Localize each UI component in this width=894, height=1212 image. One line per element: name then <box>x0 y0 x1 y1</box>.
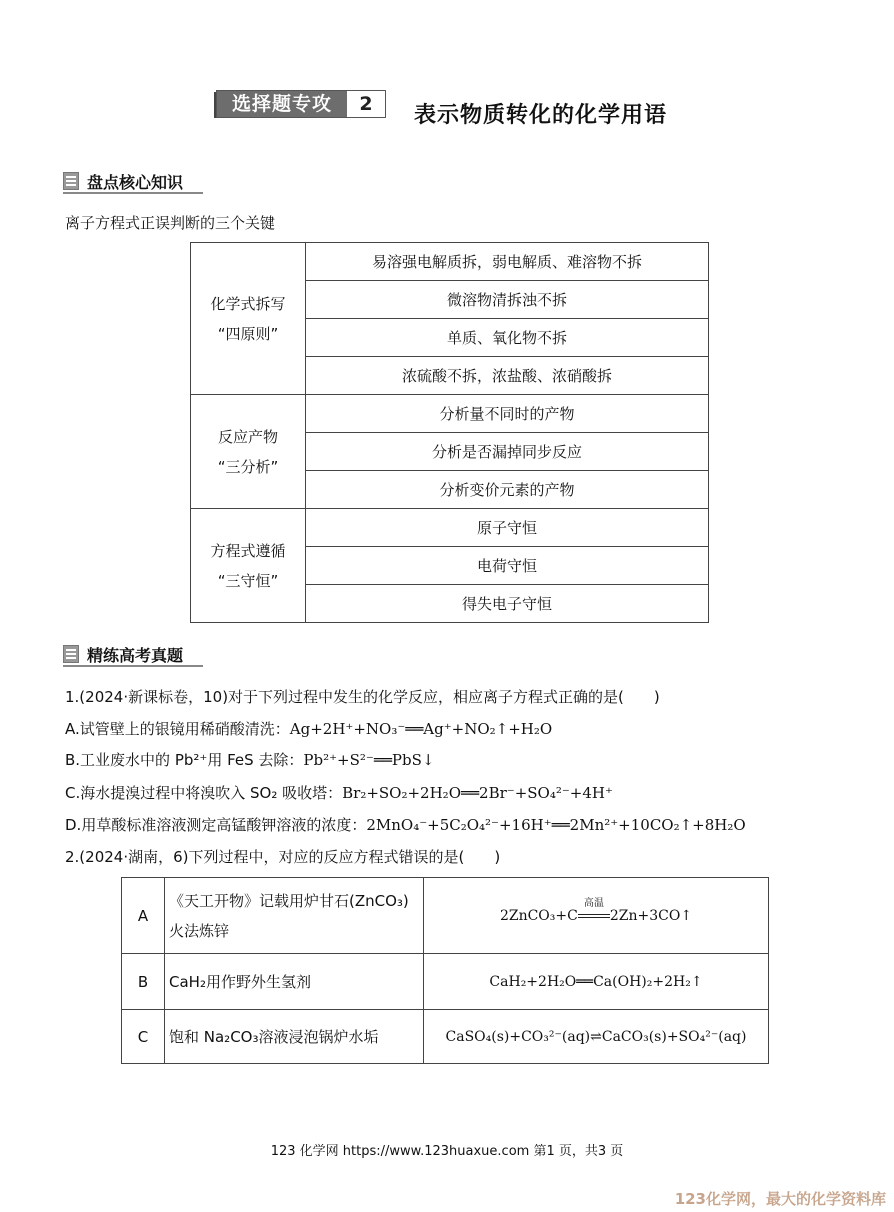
category-sub-label: “三分析” <box>217 457 279 476</box>
section-header-exam <box>63 641 203 667</box>
rule-cell: 电荷守恒 <box>306 547 709 585</box>
reaction-condition-arrow <box>578 897 610 924</box>
option-equation: Br₂+SO₂+2H₂O══2Br⁻+SO₄²⁻+4H⁺ <box>342 784 613 802</box>
option-equation: CaSO₄(s)+CO₃²⁻(aq)⇌CaCO₃(s)+SO₄²⁻(aq) <box>424 1010 769 1064</box>
category-cell <box>191 243 306 395</box>
rule-cell: 分析变价元素的产物 <box>306 471 709 509</box>
section-underline <box>63 192 203 194</box>
section-title: 盘点核心知识 <box>87 172 184 192</box>
equation-left: 2ZnCO₃+C <box>499 907 578 924</box>
option-text: C.海水提溴过程中将溴吹入 SO₂ 吸收塔： <box>65 784 343 802</box>
category-label: 方程式遵循 <box>210 541 286 560</box>
option-equation: Ag+2H⁺+NO₃⁻══Ag⁺+NO₂↑+H₂O <box>289 720 553 738</box>
table-row <box>191 509 709 547</box>
category-label: 反应产物 <box>217 427 278 446</box>
category-cell <box>191 395 306 509</box>
question-1-option-c <box>65 782 613 803</box>
table-row <box>122 954 769 1010</box>
option-equation <box>424 878 769 954</box>
document-icon <box>63 172 79 190</box>
category-sub-label: “四原则” <box>217 324 279 343</box>
section-underline <box>63 665 203 667</box>
question-2-stem: 2.(2024·湖南，6)下列过程中，对应的反应方程式错误的是( ) <box>65 848 501 866</box>
equation-right: 2Zn+3CO↑ <box>609 907 693 924</box>
section-header-knowledge <box>63 168 203 194</box>
table-row <box>191 395 709 433</box>
option-equation: 2MnO₄⁻+5C₂O₄²⁻+16H⁺══2Mn²⁺+10CO₂↑+8H₂O <box>366 816 746 834</box>
page-footer: 123 化学网 https://www.123huaxue.com 第1 页，共3 页 <box>270 1144 624 1159</box>
option-text: D.用草酸标准溶液测定高锰酸钾溶液的浓度： <box>65 816 367 834</box>
option-letter: B <box>122 954 165 1010</box>
option-letter: A <box>122 878 165 954</box>
intro-text: 离子方程式正误判断的三个关键 <box>65 214 276 232</box>
badge-label: 选择题专攻 <box>217 91 347 117</box>
rule-cell: 浓硫酸不拆，浓盐酸、浓硝酸拆 <box>306 357 709 395</box>
rule-cell: 易溶强电解质拆，弱电解质、难溶物不拆 <box>306 243 709 281</box>
option-equation: Pb²⁺+S²⁻══PbS↓ <box>303 751 435 769</box>
knowledge-table <box>190 242 709 623</box>
title-badge <box>216 90 386 118</box>
rule-cell: 得失电子守恒 <box>306 585 709 623</box>
rule-cell: 原子守恒 <box>306 509 709 547</box>
category-sub-label: “三守恒” <box>217 571 279 590</box>
question-1-option-b <box>65 749 434 770</box>
document-icon <box>63 645 79 663</box>
category-label: 化学式拆写 <box>210 294 286 313</box>
rule-cell: 单质、氧化物不拆 <box>306 319 709 357</box>
option-text: A.试管壁上的银镜用稀硝酸清洗： <box>65 720 290 738</box>
watermark: 123化学网，最大的化学资料库 <box>674 1190 886 1208</box>
question-1-stem: 1.(2024·新课标卷，10)对于下列过程中发生的化学反应，相应离子方程式正确的是( ) <box>65 688 660 706</box>
page-title: 表示物质转化的化学用语 <box>414 103 668 128</box>
rule-cell: 微溶物清拆浊不拆 <box>306 281 709 319</box>
question-2-table <box>121 877 769 1064</box>
category-cell <box>191 509 306 623</box>
rule-cell: 分析量不同时的产物 <box>306 395 709 433</box>
question-1-option-a <box>65 718 552 739</box>
badge-number: 2 <box>347 91 385 117</box>
table-row <box>191 243 709 281</box>
reaction-condition: 高温 <box>583 897 604 909</box>
option-description: 《天工开物》记载用炉甘石(ZnCO₃)火法炼锌 <box>165 878 424 954</box>
option-description: 饱和 Na₂CO₃溶液浸泡锅炉水垢 <box>165 1010 424 1064</box>
table-row <box>122 878 769 954</box>
option-equation: CaH₂+2H₂O══Ca(OH)₂+2H₂↑ <box>424 954 769 1010</box>
option-description: CaH₂用作野外生氢剂 <box>165 954 424 1010</box>
section-title: 精练高考真题 <box>87 645 184 665</box>
option-text: B.工业废水中的 Pb²⁺用 FeS 去除： <box>65 751 304 769</box>
option-letter: C <box>122 1010 165 1064</box>
question-1-option-d <box>65 814 746 835</box>
rule-cell: 分析是否漏掉同步反应 <box>306 433 709 471</box>
table-row <box>122 1010 769 1064</box>
